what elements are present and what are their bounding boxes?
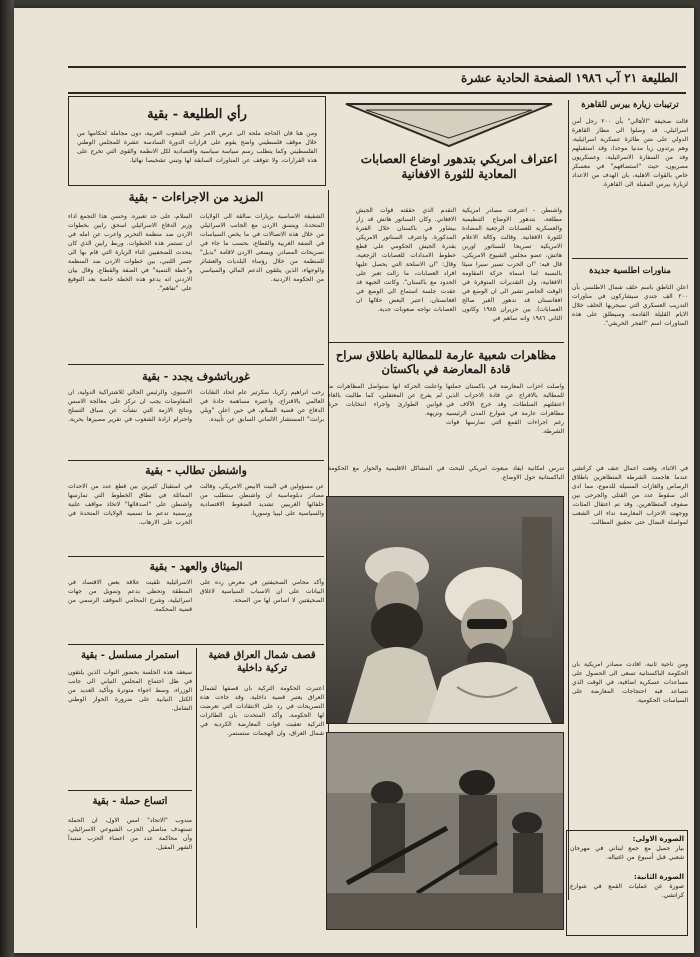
article-measures-a: السلام، على حد تعبيره. وحسن هذا التجمع اداء وزير الدفاع الاسرائيلي اسحق رابين بخطوات الاردن ضد منظمة التحرير واعرب عن امله في ان تستمر هذه الخطوات. وربط رابين الذي كان يتحدث للصحفيين اثناء الزيارة التي قام بها الى جسر اللنبي، بين خطوات الاردن ضد المنظمة و"خطة التنمية" في الضفة والقطاع. وقال بيان الاردني انه يدعو هذه الخطة خاصة بعد التوقيع على "تفاهم".	[68, 213, 192, 292]
divider	[572, 258, 688, 259]
article-washington-a: في استقبال كثيرين بين قطع عدد من الاحداث المماثلة في نطاق الخطوط التي تمارسها واشنطن على "اصدقائها" لاتخاذ مواقف علنية ورسمية تدعم ما تسميه الولايات المتحدة في الحرب على الارهاب.	[68, 483, 192, 526]
article-peres-visit: قالت صحيفة "الأهالي" بأن ٢٠٠ رجل أمن اسرائيلي، قد وصلوا الى مطار القاهرة الدولي على متن طائرة عسكرية اسرائيلية، وهم يرتدون زيا مدنيا موحدا، وقد استقبلهم وفد من السفارة الاسرائيلية، وعسكريون مصريون، حيث "استضافهم" في معسكر خاص بالقوات الاهلية، بان الهدف من الاعداد لزيارة بيرس المقبلة الى القاهرة.	[572, 117, 688, 188]
caption-2-label: الصورة الثانية:	[634, 873, 684, 881]
article-afghan-col-a: واشنطن - اعترفت مصادر امريكية مطلعة، بتدهور الاوضاع التنظيمية والعسكرية للعصابات الرجعية المضادة للثورة الافغانية. وقالت وكالة الاعلام الامريكية تصريحا للسناتور اوربن هاتش، عضو مجلس الشيوخ الامريكي، قال فيه: "ان الحرب تسير سيرا سيئا بالنسبة لما اسماه حركة المقاومة الافغانية، وان التقديرات المتوفرة في الوقت الحاضر تشير الى ان الوضع في افغانستان قد تدهور (لغير صالح العصابات). بين حزيران ١٩٨٥ وكانون الثاني ١٩٨٦ وانه ساهم في	[462, 207, 562, 322]
headline-campaign: اتساع حملة - بقية	[92, 796, 168, 807]
headline-peres-visit: ترتيبات زيارة بيرس للقاهرة	[581, 100, 679, 110]
right-column	[572, 100, 688, 237]
divider	[328, 342, 564, 343]
newspaper-page	[14, 8, 694, 953]
article-nato-maneuvers: اعلن الناطق باسم حلف شمال الاطلسي بأن ٢٠٠ الف جندي سيشاركون في مناورات التدريب العسكري التي سيجريها الحلف خلال الايام القليلة القادمة، وسيطلق على هذه المناورات اسم "الفجر الخريفي".	[572, 283, 688, 327]
article-covenant-b: وأكد محامي الصحيفتين في معرض رده على البيانات على ان الاسباب السياسية لاغلاق الصحيفتين لا اساس لها من الصحة.	[200, 579, 324, 604]
article-pakistan-d: في الاثناء، وقعت اعمال عنف في كراتشي عندما هاجمت الشرطة المتظاهرين باطلاق الرصاص والغازات المسيلة للدموع، مما ادى الى سقوط عدد من القتلى والجرحى بين صفوف المتظاهرين. وقد تم اعتقال المئات، ووجهت الاحزاب المعارضة نداء الى الشعب لمواصلة النضال حتى تحقيق المطالب.	[572, 465, 688, 526]
divider	[68, 364, 324, 365]
headline-pakistan: مظاهرات شعبية عارمة للمطالبة باطلاق سراح قادة المعارضة في باكستان	[335, 348, 557, 377]
article-pakistan-b: واعلنت الحركة انها ستواصل المظاهرات ما لم يفرج عن المعتقلين، كما طالبت بالغاء قوانين الطوارئ واجراء انتخابات حرة ونزيهة.	[328, 383, 442, 417]
article-washington-b: عن مسؤولين في البيت الابيض الامريكي، وقالت مصادر دبلوماسية ان واشنطن ستطلب من حلفائها الغربيين تشديد الضغوط الاقتصادية والسياسية على ليبيا وسوريا.	[200, 483, 324, 517]
article-afghan-col-b: التقدم الذي حققته قوات الجيش الافغاني. وكان السناتور هاتش قد زار بيشاور في باكستان خلال الفترة المذكورة. واعترف السناتور الامريكي بقدرة الجيش الحكومي على قطع خطوط الامدادات للعصابات الرجعية، وقال: "ان الاسلحة التي يحصل عليها افراد العصابات، ما زالت تعبر على الحدود مع باكستان". وكانت الجبهة قد عقدت جلسة استماع الى الوضع في افغانستان، اعتبر البعض خلالها ان العصابات تواجه صعوبات جدية.	[356, 207, 456, 313]
photo-rally	[326, 496, 564, 724]
article-campaign: مندوب "الاتحاد" امس الاول، ان الحملة تستهدف مناضلي الحزب الشيوعي الاسرائيلي، وأن محاكمة عدد من اعضاء الحزب ستبدأ الشهر المقبل.	[68, 817, 192, 851]
column-divider	[568, 100, 569, 900]
headline-iraq: قصف شمال العراق قضية تركية داخلية	[208, 650, 316, 674]
divider	[68, 644, 324, 645]
photo-captions-box	[566, 830, 688, 936]
photo-troops-image	[327, 733, 563, 929]
caption-1-label: الصورة الاولى:	[632, 835, 684, 843]
article-measures-b: الشقيقة الاساسية بزيارات سالقة الى الولايات المتحدة. وينسق الاردن مع الجانب الاسرائيلي من خلال هذه الاتصالات في ما يخص السياسات في الضفة الغربية والقطاع، بحسب ما جاء في تصريحات المصادر. ويسعى الاردن لاقامة "بديل" للمنظمة من خلال رؤساء البلديات والعشائر والوجهاء، الذين يتلقون الدعم المالي والسياسي من الحكومة الاردنية.	[200, 213, 324, 283]
header-title: الطليعة ٢١ آب ١٩٨٦ الصفحة الحادية عشرة	[461, 71, 678, 85]
headline-washington: واشنطن تطالب - بقية	[145, 464, 247, 477]
binding-edge	[0, 0, 14, 957]
photo-troops	[326, 732, 564, 930]
photo-rally-image	[327, 497, 563, 723]
article-series: سيعقد هذه الجلسة بحضور النواب الذين يلتقون في ظل اجتماع المجلس النيابي الى جانب الوزراء، وسط اجواء متوترة وتأكيد العديد من الكتل النيابية على ضرورة الحوار الوطني الشامل.	[68, 669, 192, 712]
opinion-box	[68, 96, 326, 186]
headline-series: استمرار مسلسل - بقية	[81, 650, 179, 661]
article-pakistan-e: ومن ناحية ثانية، افادت مصادر امريكية بان الحكومة الباكستانية تسعى الى الحصول على مساعدات عسكرية اضافية، في الوقت الذي تتصاعد فيه احتجاجات المعارضة على السياسات الحكومية.	[572, 661, 688, 704]
headline-measures: المزيد من الاجراءات - بقية	[128, 190, 264, 204]
article-pakistan-c: تدرس امكانية ايفاد مبعوث امريكي للبحث في المشاكل الاقليمية والحوار مع الحكومة الباكستانية حول الاوضاع.	[328, 465, 564, 481]
column-divider	[196, 648, 197, 928]
headline-opinion: رأي الطليعة - بقية	[147, 107, 247, 122]
decorative-triangle	[344, 102, 554, 148]
headline-afghan: اعتراف امريكي بتدهور اوضاع العصابات المعادية للثورة الافغانية	[360, 152, 558, 181]
page-header	[68, 66, 686, 94]
caption-2-text: صورة عن عمليات القمع في شوارع كراتشي.	[570, 883, 684, 899]
caption-1-text: بيار جميل مع جمع لبناني في مهرجان شعبي قبل أسبوع من اغتياله.	[570, 845, 684, 861]
article-covenant-a: الاسرائيلية تلقيت علاقة بعض الاقتصاد في المنطقة وتحظى بدعم وتمويل من جهات اسرائيلية، وشرح المحامي الموقف الرسمي من قضية المحكمة.	[68, 579, 192, 613]
divider	[68, 556, 324, 557]
headline-covenant: الميثاق والعهد - بقية	[149, 560, 243, 573]
article-pakistan-a: واصلت احزاب المعارضة في باكستان حملتها للمطالبة بالافراج عن قادة الاحزاب الذين اعتقلتهم السلطات، وقد خرج الآلاف في مظاهرات عارمة في شوارع المدن الرئيسية رغم اجراءات القمع التي تمارسها قوات الشرطة.	[446, 383, 564, 435]
article-iraq: اعتبرت الحكومة التركية بان قصفها لشمال العراق يعتبر قضية داخلية. وقد جاءت هذه التصريحات في رد على الانتقادات التي تعرضت لها الحكومة، وأكد المتحدث بان الطائرات التركية تعقبت قوات المعارضة الكردية في شمال العراق، وان الهجمات ستستمر.	[200, 685, 324, 737]
headline-nato-maneuvers: مناورات اطلسية جديدة	[589, 266, 671, 276]
article-gorbachev-b: رحب ابراهيم زكريا، سكرتير عام اتحاد النقابات العالمي بالاقتراح، واعتبره مساهمة جادة في الدفاع عن قضية السلام، في حين اعلن "ويلي برانت" المستشار الالماني السابق عن تأييده.	[200, 389, 324, 423]
right-column-2	[572, 266, 688, 383]
divider	[68, 790, 192, 791]
article-opinion: ومن هنا فان الحاجة ملحة الى عرض الامر على الشعوب العربية، دون مجاملة لحكامها من خلال موقف فلسطيني واضح يقوم على قرارات الدورة السادسة عشرة للمجلس الوطني الفلسطيني وكما يتطلب رسم سياسة سياسية واقتصادية لكل الانظمة والقوى التي تخرج على هذه القرارات، ولا تتوقف عن المناورات السابقة لها وتبني تشخيصا نهائيا.	[77, 130, 317, 165]
headline-gorbachev: غورباتشوف يجدد - بقية	[142, 370, 250, 383]
article-gorbachev-a: الاسيوي، والرئيس الحالي للاشتراكية الدولية، ان المفاوضات يجب ان تركز على معالجة الاسس ونتائج الازمة التي نشأت عن سباق التسلح واحترام ارادة الشعوب في تقرير مصيرها بحرية.	[68, 389, 192, 423]
divider	[68, 460, 324, 461]
